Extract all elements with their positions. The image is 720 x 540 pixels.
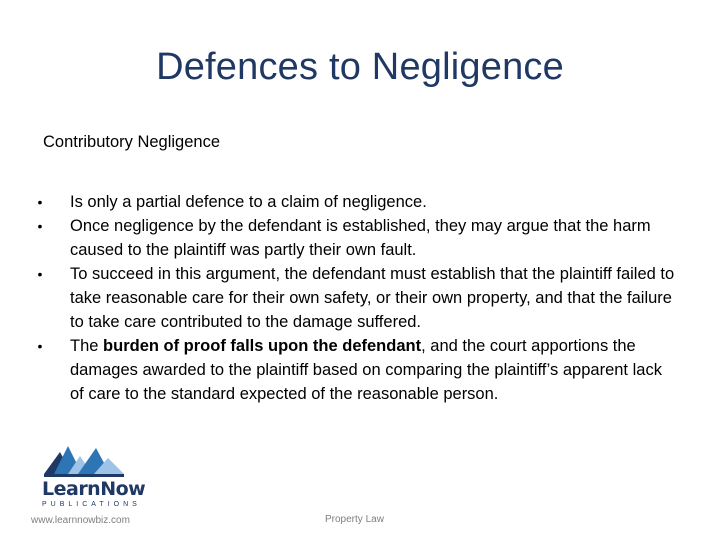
bullet-text: To succeed in this argument, the defendant must establish that the plaintiff failed to take reasonable care for their own safety, or their own property, and that the failure to take care contributed to the damage suffered. xyxy=(70,265,675,331)
bullet-list xyxy=(30,190,680,406)
bullet-icon: • xyxy=(37,266,43,282)
logo-subtext: PUBLICATIONS xyxy=(42,501,141,508)
bullet-text: Once negligence by the defendant is established, they may argue that the harm caused to the plaintiff was partly their own fault. xyxy=(70,217,651,259)
bullet-text-post: , and the court apportions the damages awarded to the plaintiff based on comparing the plaintiff’s apparent lack of care to the standard expected of the reasonable person. xyxy=(70,337,662,403)
bullet-item xyxy=(30,214,680,262)
bullet-icon: • xyxy=(37,218,43,234)
bullet-icon: • xyxy=(37,338,43,354)
slide-title: Defences to Negligence xyxy=(156,46,564,88)
bullet-text: Is only a partial defence to a claim of negligence. xyxy=(70,193,427,211)
bullet-item xyxy=(30,334,680,406)
section-subtitle: Contributory Negligence xyxy=(43,133,221,151)
bullet-text-pre: The xyxy=(70,337,104,355)
footer-url: www.learnnowbiz.com xyxy=(31,515,130,526)
bullet-item xyxy=(30,262,680,334)
bullet-item xyxy=(30,190,680,214)
learnnow-logo xyxy=(38,440,146,510)
logo-wordmark: LearnNow xyxy=(42,478,146,500)
book-icon xyxy=(38,440,138,480)
footer-label: Property Law xyxy=(325,514,384,525)
bullet-text-bold: burden of proof falls upon the defendant xyxy=(103,337,422,355)
bullet-icon: • xyxy=(37,194,43,210)
